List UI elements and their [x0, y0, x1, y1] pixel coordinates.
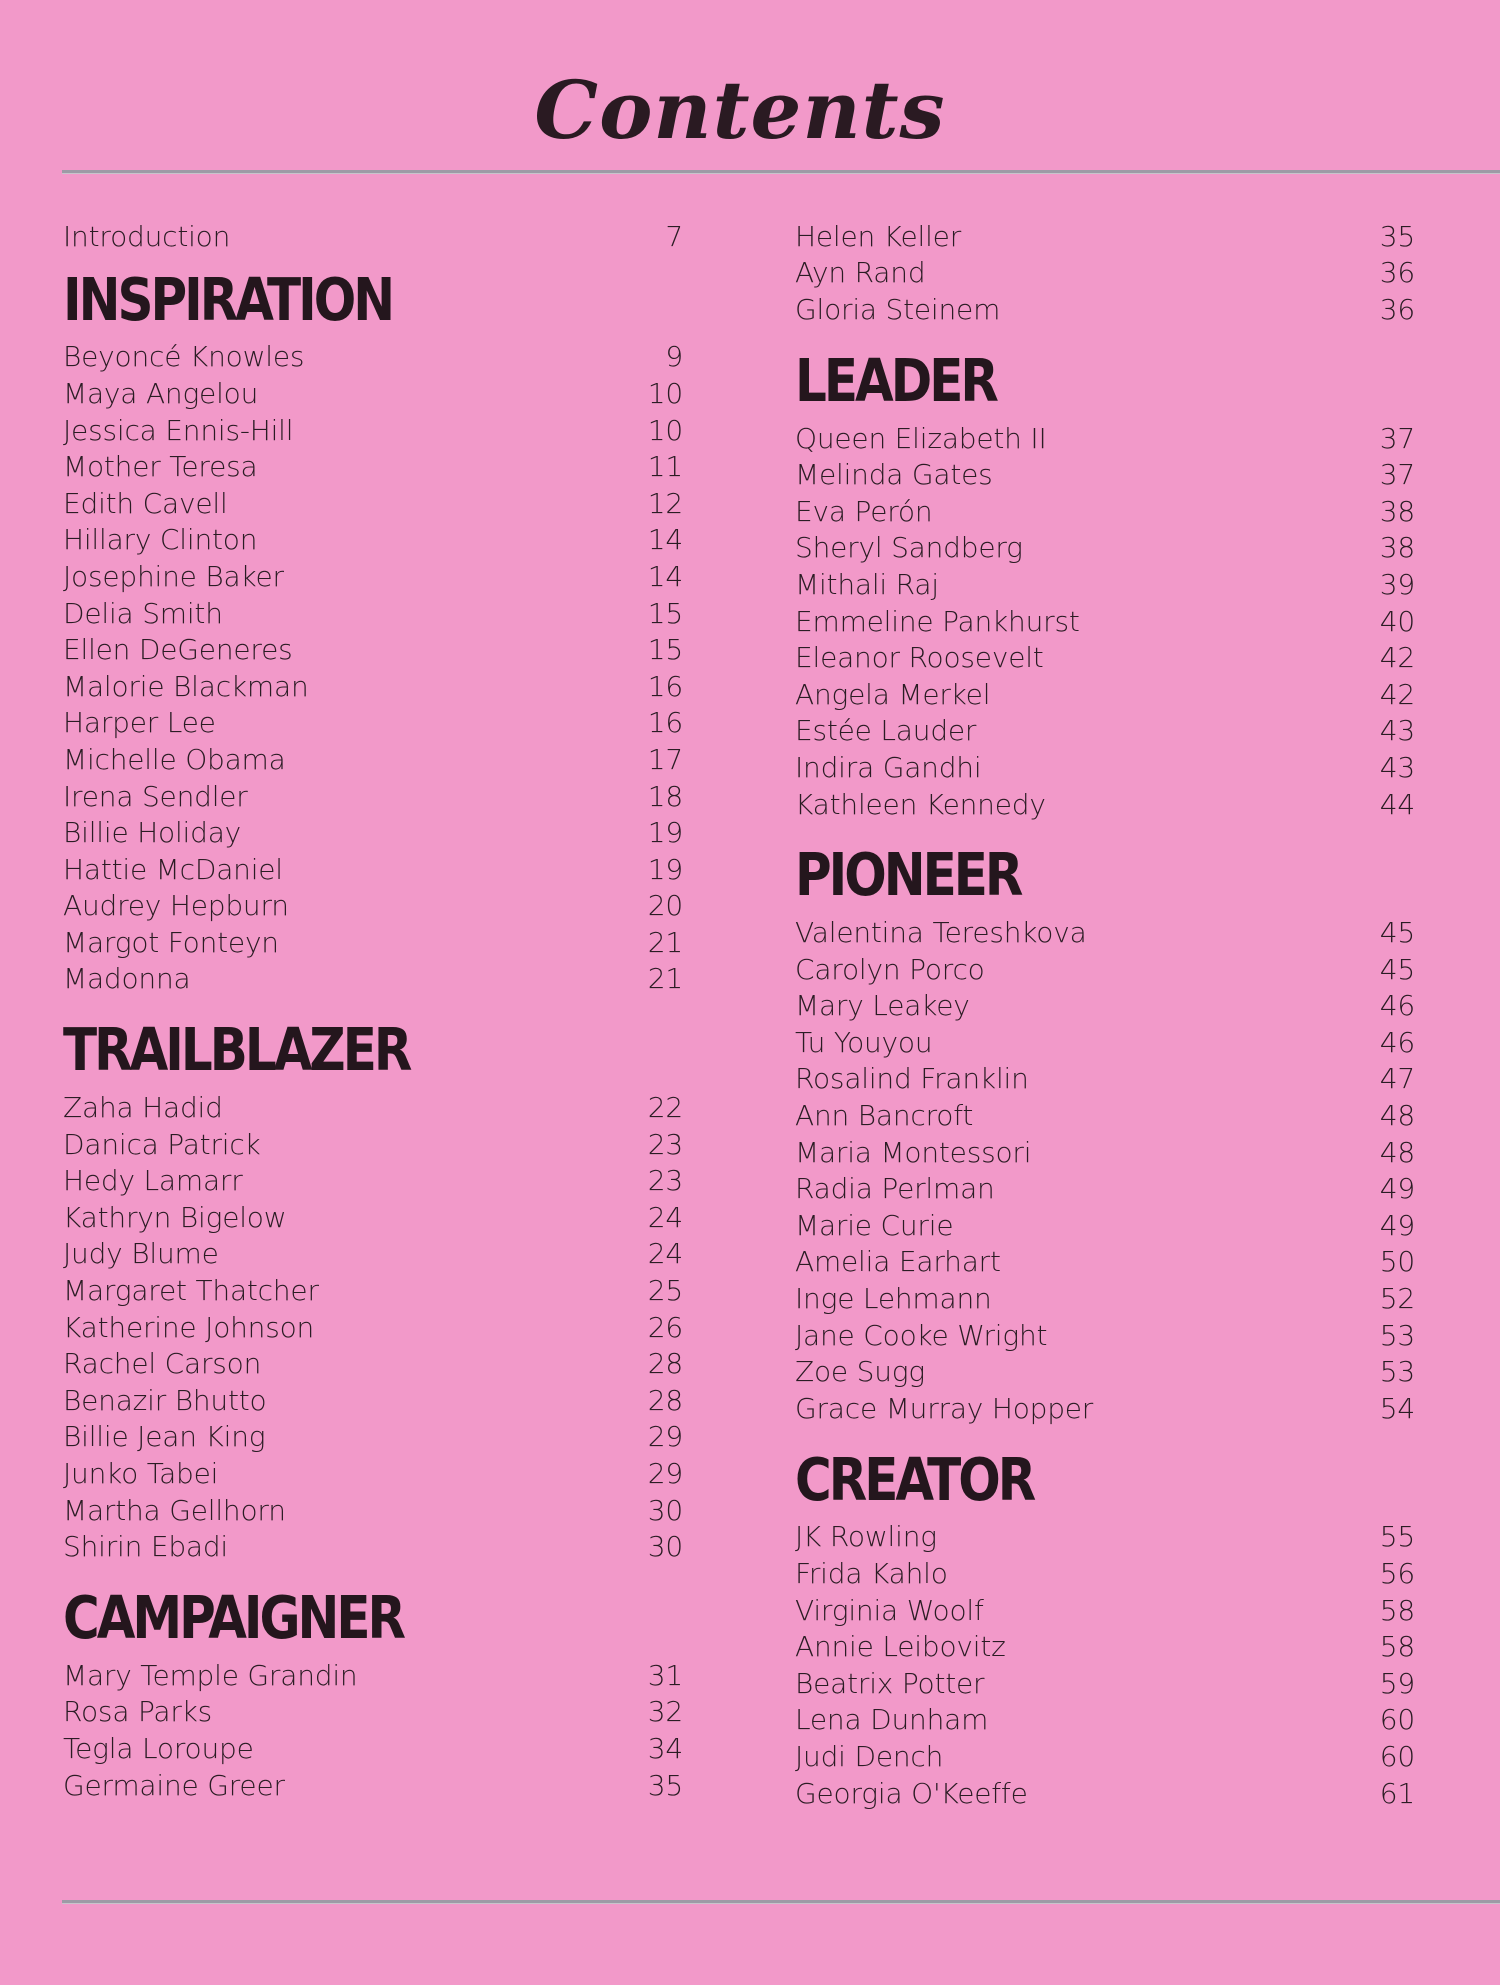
- entry-page: 7: [665, 219, 683, 253]
- entry-name: Introduction: [63, 219, 231, 253]
- entry-page: 23: [647, 1127, 683, 1161]
- entry-name: Annie Leibovitz: [795, 1630, 1006, 1664]
- toc-entry[interactable]: [795, 1519, 1415, 1556]
- entry-name: Mary Leakey: [795, 989, 970, 1023]
- entry-page: 22: [647, 1091, 683, 1125]
- entry-page: 46: [1379, 989, 1415, 1023]
- entry-page: 11: [647, 450, 683, 484]
- entry-page: 52: [1379, 1282, 1415, 1316]
- entry-page: 38: [1379, 531, 1415, 565]
- toc-entry[interactable]: [795, 291, 1415, 328]
- entry-page: 40: [1379, 604, 1415, 638]
- entry-name: Zoe Sugg: [795, 1355, 925, 1389]
- toc-entry[interactable]: [63, 1162, 683, 1199]
- entry-page: 58: [1379, 1593, 1415, 1627]
- section-creator: [795, 1445, 1415, 1812]
- section-heading: TRAILBLAZER: [63, 1016, 410, 1085]
- entry-page: 30: [647, 1493, 683, 1527]
- toc-entry[interactable]: [795, 1555, 1415, 1592]
- toc-entry[interactable]: [795, 566, 1415, 603]
- entry-page: 14: [647, 523, 683, 557]
- toc-entry[interactable]: [795, 1702, 1415, 1739]
- entry-page: 42: [1379, 677, 1415, 711]
- entry-page: 30: [647, 1530, 683, 1564]
- entry-name: Maya Angelou: [63, 376, 259, 410]
- toc-entry[interactable]: [63, 1382, 683, 1419]
- entry-page: 10: [647, 376, 683, 410]
- entry-page: 44: [1379, 787, 1415, 821]
- entry-page: 38: [1379, 494, 1415, 528]
- toc-entry[interactable]: [795, 493, 1415, 530]
- toc-entry[interactable]: [63, 1455, 683, 1492]
- toc-entry[interactable]: [795, 1244, 1415, 1281]
- entry-name: JK Rowling: [795, 1520, 937, 1554]
- toc-entry[interactable]: [795, 1592, 1415, 1629]
- entry-page: 46: [1379, 1025, 1415, 1059]
- entry-name: Zaha Hadid: [63, 1091, 223, 1125]
- entry-page: 29: [647, 1420, 683, 1454]
- toc-entry[interactable]: [63, 1089, 683, 1126]
- entry-page: 43: [1379, 714, 1415, 748]
- entry-name: Harper Lee: [63, 706, 216, 740]
- toc-entry[interactable]: [63, 888, 683, 925]
- entry-page: 9: [665, 340, 683, 374]
- toc-entry[interactable]: [63, 1199, 683, 1236]
- toc-entry[interactable]: [795, 786, 1415, 823]
- toc-entry[interactable]: [63, 961, 683, 998]
- entry-page: 24: [647, 1200, 683, 1234]
- toc-entry[interactable]: [63, 851, 683, 888]
- toc-entry[interactable]: [795, 420, 1415, 457]
- toc-entry[interactable]: [63, 778, 683, 815]
- toc-entry[interactable]: [63, 1730, 683, 1767]
- entry-name: Queen Elizabeth II: [795, 421, 1047, 455]
- entry-name: Mother Teresa: [63, 450, 258, 484]
- entry-page: 35: [1379, 219, 1415, 253]
- entry-name: Amelia Earhart: [795, 1245, 1001, 1279]
- toc-entry[interactable]: [63, 705, 683, 742]
- right-column: [795, 218, 1415, 1811]
- entry-page: 16: [647, 669, 683, 703]
- entry-page: 29: [647, 1457, 683, 1491]
- toc-entry[interactable]: [795, 988, 1415, 1025]
- entry-page: 14: [647, 559, 683, 593]
- entry-name: Mary Temple Grandin: [63, 1658, 358, 1692]
- entry-name: Angela Merkel: [795, 677, 991, 711]
- entry-name: Indira Gandhi: [795, 750, 982, 784]
- entry-page: 34: [647, 1731, 683, 1765]
- entry-page: 55: [1379, 1520, 1415, 1554]
- section-inspiration: [63, 265, 683, 998]
- toc-entry[interactable]: [795, 1170, 1415, 1207]
- entry-name: Rosa Parks: [63, 1695, 213, 1729]
- bottom-divider: [62, 1900, 1500, 1903]
- toc-entry[interactable]: [63, 741, 683, 778]
- toc-entry[interactable]: [795, 1353, 1415, 1390]
- toc-entry[interactable]: [63, 558, 683, 595]
- toc-entry[interactable]: [795, 255, 1415, 292]
- entry-name: Jessica Ennis-Hill: [63, 413, 294, 447]
- entry-name: Benazir Bhutto: [63, 1383, 267, 1417]
- entry-name: Billie Holiday: [63, 816, 242, 850]
- page-title: Contents: [534, 63, 946, 157]
- entry-page: 12: [647, 486, 683, 520]
- toc-entry[interactable]: [63, 375, 683, 412]
- entry-page: 59: [1379, 1666, 1415, 1700]
- entry-page: 18: [647, 779, 683, 813]
- entry-name: Maria Montessori: [795, 1135, 1032, 1169]
- section-heading: PIONEER: [795, 841, 1021, 910]
- entry-page: 20: [647, 889, 683, 923]
- entry-page: 56: [1379, 1557, 1415, 1591]
- toc-entry[interactable]: [795, 914, 1415, 951]
- entry-name: Ellen DeGeneres: [63, 633, 293, 667]
- toc-entry[interactable]: [63, 595, 683, 632]
- toc-entry[interactable]: [63, 412, 683, 449]
- toc-entry[interactable]: [63, 448, 683, 485]
- entry-page: 42: [1379, 641, 1415, 675]
- entry-page: 19: [647, 852, 683, 886]
- entry-name: Grace Murray Hopper: [795, 1391, 1094, 1425]
- toc-entry[interactable]: [63, 1309, 683, 1346]
- toc-entry[interactable]: [63, 1126, 683, 1163]
- toc-entry[interactable]: [795, 1134, 1415, 1171]
- toc-entry[interactable]: [795, 1024, 1415, 1061]
- entry-name: Frida Kahlo: [795, 1557, 948, 1591]
- section-leader: [795, 346, 1415, 823]
- entry-page: 43: [1379, 750, 1415, 784]
- toc-entry[interactable]: [795, 218, 1415, 255]
- toc-entry[interactable]: [63, 485, 683, 522]
- section-heading: INSPIRATION: [63, 265, 393, 334]
- entry-page: 24: [647, 1237, 683, 1271]
- toc-entry[interactable]: [63, 1419, 683, 1456]
- entry-page: 45: [1379, 952, 1415, 986]
- section-pioneer: [795, 841, 1415, 1426]
- entry-name: Ann Bancroft: [795, 1099, 974, 1133]
- entry-name: Beyoncé Knowles: [63, 340, 305, 374]
- entry-page: 39: [1379, 567, 1415, 601]
- entry-name: Martha Gellhorn: [63, 1493, 286, 1527]
- toc-entry[interactable]: [795, 676, 1415, 713]
- entry-page: 45: [1379, 916, 1415, 950]
- entry-name: Rachel Carson: [63, 1347, 262, 1381]
- entry-page: 61: [1379, 1776, 1415, 1810]
- toc-entry[interactable]: [63, 1694, 683, 1731]
- entry-name: Gloria Steinem: [795, 292, 1001, 326]
- entry-name: Rosalind Franklin: [795, 1062, 1029, 1096]
- toc-entry[interactable]: [795, 1775, 1415, 1812]
- entry-page: 49: [1379, 1208, 1415, 1242]
- entry-name: Billie Jean King: [63, 1420, 266, 1454]
- toc-entry[interactable]: [63, 631, 683, 668]
- entry-name: Malorie Blackman: [63, 669, 309, 703]
- left-column: [63, 218, 683, 1803]
- entry-page: 35: [647, 1768, 683, 1802]
- entry-name: Radia Perlman: [795, 1172, 995, 1206]
- entry-name: Carolyn Porco: [795, 952, 985, 986]
- entry-name: Katherine Johnson: [63, 1310, 315, 1344]
- entry-name: Michelle Obama: [63, 742, 286, 776]
- entry-name: Madonna: [63, 962, 191, 996]
- entry-name: Marie Curie: [795, 1208, 954, 1242]
- toc-entry[interactable]: [63, 339, 683, 376]
- toc-entry[interactable]: [63, 1657, 683, 1694]
- entry-page: 37: [1379, 421, 1415, 455]
- entry-page: 60: [1379, 1703, 1415, 1737]
- toc-entry[interactable]: [795, 1061, 1415, 1098]
- toc-entry[interactable]: [63, 1236, 683, 1273]
- entry-name: Junko Tabei: [63, 1457, 219, 1491]
- entry-name: Sheryl Sandberg: [795, 531, 1023, 565]
- entry-page: 48: [1379, 1135, 1415, 1169]
- toc-entry[interactable]: [795, 1390, 1415, 1427]
- toc-entry[interactable]: [795, 1207, 1415, 1244]
- toc-entry[interactable]: [63, 814, 683, 851]
- entry-page: 16: [647, 706, 683, 740]
- entry-name: Ayn Rand: [795, 256, 926, 290]
- entry-page: 25: [647, 1274, 683, 1308]
- entry-name: Mithali Raj: [795, 567, 939, 601]
- entry-page: 21: [647, 962, 683, 996]
- entry-name: Georgia O'Keeffe: [795, 1776, 1028, 1810]
- section-campaigner: [63, 1583, 683, 1803]
- entry-name: Lena Dunham: [795, 1703, 989, 1737]
- entry-name: Beatrix Potter: [795, 1666, 985, 1700]
- entry-page: 47: [1379, 1062, 1415, 1096]
- entry-page: 28: [647, 1347, 683, 1381]
- toc-entry[interactable]: [63, 1767, 683, 1804]
- entry-page: 36: [1379, 256, 1415, 290]
- entry-page: 19: [647, 816, 683, 850]
- entry-page: 15: [647, 596, 683, 630]
- toc-entry[interactable]: [795, 603, 1415, 640]
- toc-entry[interactable]: [63, 1528, 683, 1565]
- entry-name: Hedy Lamarr: [63, 1164, 243, 1198]
- toc-entry-introduction[interactable]: [63, 218, 683, 255]
- entry-page: 58: [1379, 1630, 1415, 1664]
- toc-entry[interactable]: [63, 924, 683, 961]
- entry-page: 21: [647, 925, 683, 959]
- entry-name: Hattie McDaniel: [63, 852, 283, 886]
- entry-name: Audrey Hepburn: [63, 889, 289, 923]
- entry-name: Melinda Gates: [795, 458, 993, 492]
- entry-name: Helen Keller: [795, 219, 962, 253]
- entry-page: 60: [1379, 1739, 1415, 1773]
- entry-name: Emmeline Pankhurst: [795, 604, 1080, 638]
- entry-name: Valentina Tereshkova: [795, 916, 1087, 950]
- entry-name: Judi Dench: [795, 1739, 944, 1773]
- toc-entry[interactable]: [795, 530, 1415, 567]
- entry-name: Inge Lehmann: [795, 1282, 992, 1316]
- entry-name: Josephine Baker: [63, 559, 284, 593]
- entry-name: Estée Lauder: [795, 714, 977, 748]
- top-divider: [62, 170, 1500, 173]
- toc-entry[interactable]: [63, 1492, 683, 1529]
- toc-entry[interactable]: [795, 1628, 1415, 1665]
- entry-name: Tu Youyou: [795, 1025, 933, 1059]
- section-trailblazer: [63, 1016, 683, 1565]
- entry-name: Shirin Ebadi: [63, 1530, 229, 1564]
- entry-page: 15: [647, 633, 683, 667]
- section-heading: CAMPAIGNER: [63, 1583, 404, 1653]
- entry-page: 37: [1379, 458, 1415, 492]
- entry-name: Tegla Loroupe: [63, 1731, 254, 1765]
- entry-name: Delia Smith: [63, 596, 223, 630]
- toc-entry[interactable]: [795, 713, 1415, 750]
- entry-name: Eleanor Roosevelt: [795, 641, 1044, 675]
- entry-name: Danica Patrick: [63, 1127, 261, 1161]
- toc-entry[interactable]: [795, 1738, 1415, 1775]
- entry-name: Jane Cooke Wright: [795, 1318, 1048, 1352]
- toc-entry[interactable]: [795, 1280, 1415, 1317]
- toc-entry[interactable]: [63, 1345, 683, 1382]
- entry-name: Hillary Clinton: [63, 523, 258, 557]
- entry-name: Margaret Thatcher: [63, 1274, 319, 1308]
- entry-page: 28: [647, 1383, 683, 1417]
- entry-name: Virginia Woolf: [795, 1593, 984, 1627]
- entry-page: 23: [647, 1164, 683, 1198]
- entry-name: Margot Fonteyn: [63, 925, 279, 959]
- toc-entry[interactable]: [795, 951, 1415, 988]
- entry-name: Kathryn Bigelow: [63, 1200, 287, 1234]
- toc-entry[interactable]: [795, 1317, 1415, 1354]
- entry-page: 17: [647, 742, 683, 776]
- entry-page: 49: [1379, 1172, 1415, 1206]
- entry-name: Irena Sendler: [63, 779, 248, 813]
- toc-entry[interactable]: [795, 1665, 1415, 1702]
- entry-page: 48: [1379, 1099, 1415, 1133]
- entry-page: 54: [1379, 1391, 1415, 1425]
- section-heading: LEADER: [795, 346, 996, 416]
- entry-name: Eva Perón: [795, 494, 933, 528]
- entry-page: 50: [1379, 1245, 1415, 1279]
- toc-entry[interactable]: [795, 639, 1415, 676]
- toc-entry[interactable]: [795, 749, 1415, 786]
- entry-page: 26: [647, 1310, 683, 1344]
- entry-name: Kathleen Kennedy: [795, 787, 1046, 821]
- section-heading: CREATOR: [795, 1445, 1034, 1514]
- entry-page: 36: [1379, 292, 1415, 326]
- toc-entry[interactable]: [63, 1272, 683, 1309]
- entry-page: 31: [647, 1658, 683, 1692]
- entry-page: 10: [647, 413, 683, 447]
- entry-page: 32: [647, 1695, 683, 1729]
- entry-name: Germaine Greer: [63, 1768, 285, 1802]
- entry-name: Edith Cavell: [63, 486, 228, 520]
- toc-entry[interactable]: [63, 668, 683, 705]
- toc-entry[interactable]: [795, 1097, 1415, 1134]
- entry-name: Judy Blume: [63, 1237, 219, 1271]
- toc-entry[interactable]: [63, 522, 683, 559]
- entry-page: 53: [1379, 1318, 1415, 1352]
- toc-entry[interactable]: [795, 456, 1415, 493]
- entry-page: 53: [1379, 1355, 1415, 1389]
